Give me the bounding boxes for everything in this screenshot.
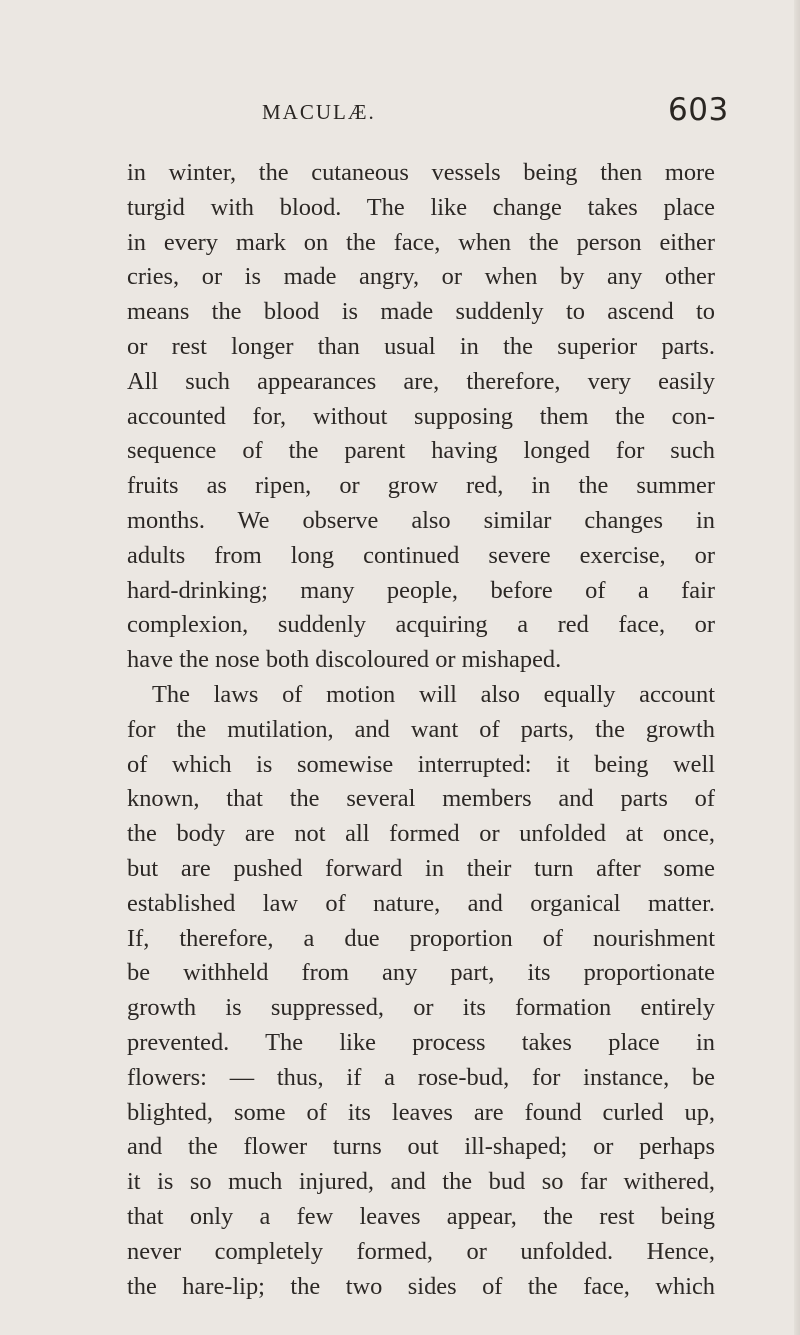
text-line: in every mark on the face, when the person either	[127, 228, 715, 256]
text-line: growth is suppressed, or its formation entirely	[127, 994, 715, 1022]
text-line: cries, or is made angry, or when by any other	[127, 263, 715, 291]
text-line: complexion, suddenly acquiring a red face, or	[127, 611, 715, 639]
text-line: the body are not all formed or unfolded at once,	[127, 820, 715, 848]
text-line: established law of nature, and organical matter.	[127, 889, 715, 917]
text-line: and the flower turns out ill-shaped; or perhaps	[127, 1133, 715, 1161]
text-line: the hare-lip; the two sides of the face, which	[127, 1272, 715, 1300]
paragraph-start-line: The laws of motion will also equally account	[152, 680, 715, 708]
text-line: means the blood is made suddenly to ascend to	[127, 298, 715, 326]
page-edge	[794, 0, 800, 1335]
text-line: for the mutilation, and want of parts, the growth	[127, 715, 715, 743]
text-line: months. We observe also similar changes in	[127, 506, 715, 534]
text-line: sequence of the parent having longed for such	[127, 437, 715, 465]
text-line: never completely formed, or unfolded. Hence,	[127, 1237, 715, 1265]
text-line: of which is somewise interrupted: it being well	[127, 750, 715, 778]
text-line: have the nose both discoloured or mishaped.	[127, 646, 562, 674]
text-line: but are pushed forward in their turn after some	[127, 854, 715, 882]
text-line: be withheld from any part, its proportionate	[127, 959, 715, 987]
text-line: blighted, some of its leaves are found curled up,	[127, 1098, 715, 1126]
text-line: in winter, the cutaneous vessels being then more	[127, 159, 715, 186]
page-header	[0, 92, 800, 132]
text-line: it is so much injured, and the bud so far withered,	[127, 1168, 715, 1196]
text-line: known, that the several members and parts of	[127, 785, 715, 813]
running-head: MACULÆ.	[262, 100, 376, 124]
text-line: adults from long continued severe exercise, or	[127, 541, 715, 569]
text-line: accounted for, without supposing them the con-	[127, 402, 715, 430]
body-text	[127, 156, 715, 1304]
text-line: prevented. The like process takes place in	[127, 1028, 715, 1056]
page-number: 603	[668, 92, 729, 128]
text-line: that only a few leaves appear, the rest being	[127, 1202, 715, 1230]
text-line: hard-drinking; many people, before of a fair	[127, 576, 715, 604]
text-line: If, therefore, a due proportion of nourishment	[127, 924, 715, 952]
text-line: flowers: — thus, if a rose-bud, for instance, be	[127, 1063, 715, 1091]
text-line: All such appearances are, therefore, very easily	[127, 367, 715, 395]
text-line: turgid with blood. The like change takes place	[127, 193, 715, 221]
text-line: fruits as ripen, or grow red, in the summer	[127, 472, 715, 500]
text-line: or rest longer than usual in the superior parts.	[127, 332, 715, 360]
